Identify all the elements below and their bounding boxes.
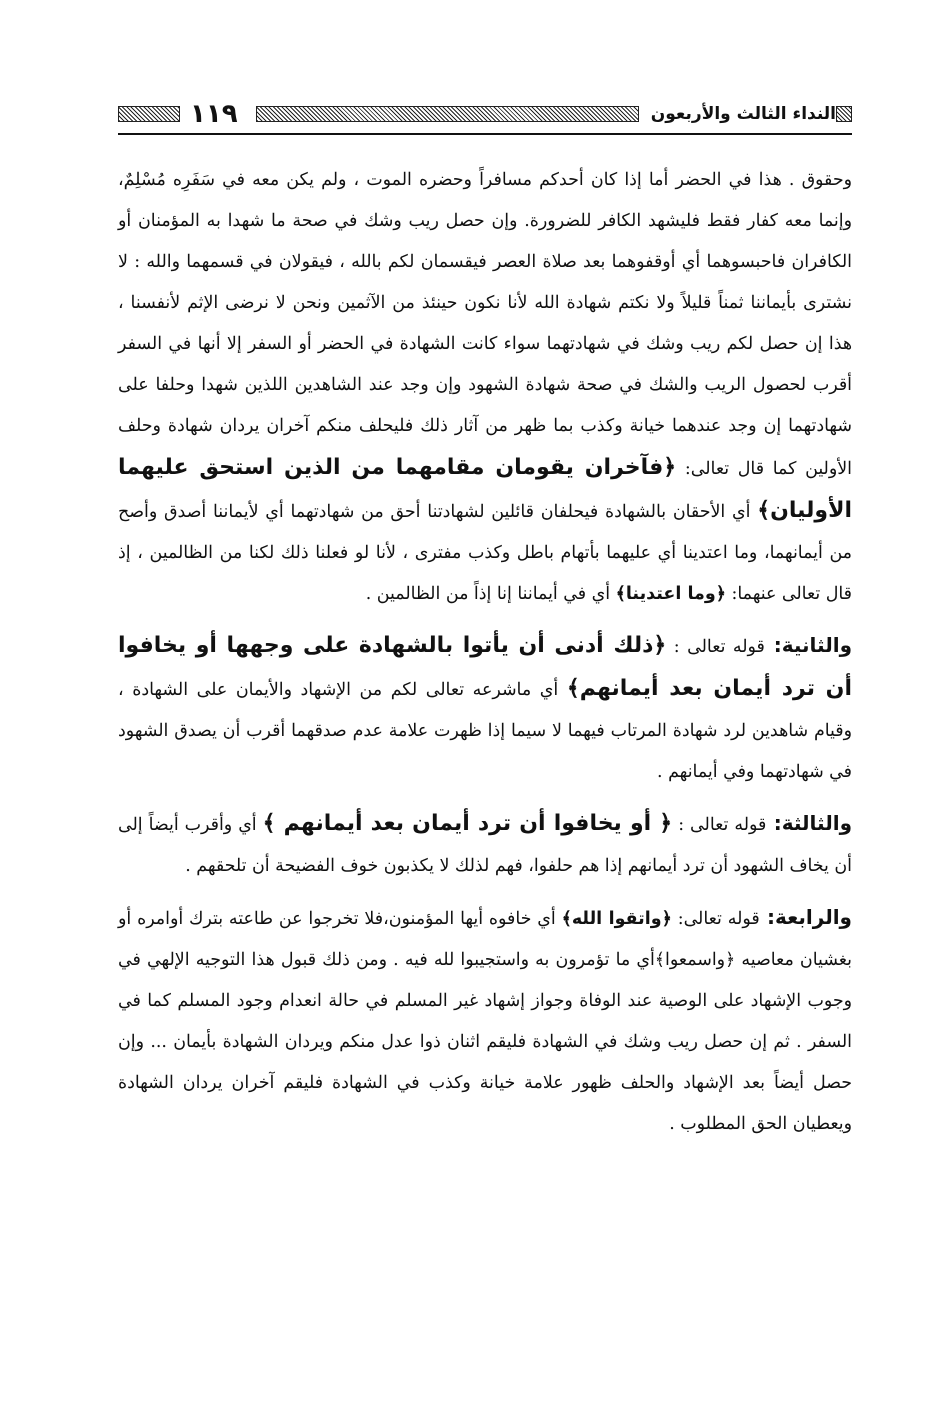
text-segment: أي وأقرب أيضاً إلى أن يخاف الشهود أن ترد أيمانهم إذا هم حلفوا، فهم لذلك لا يكذبون خوف الفضيحة أن تلحقهم . — [118, 815, 852, 876]
header-ornament-middle — [256, 106, 639, 122]
text-segment: قوله تعالى: — [671, 909, 760, 929]
text-segment: أي ما تؤمرون به واستجيبوا لله فيه . ومن ذلك قبول هذا التوجيه الإلهي في وجوب الإشهاد على الوصية عند الوفاة وجواز إشهاد غير المسلم في حالة انعدام وجود المسلم كما في السفر . ثم إن حصل ريب وشك في الشهادة فليقم اثنان ذوا عدل منكم ويردان الشهادة بأيمان ... وإن حصل أيضاً بعد الإشهاد والحلف ظهور علامة خيانة وكذب في الشهادة فليقم آخران يردان الشهادة ويعطيان الحق المطلوب . — [118, 950, 852, 1134]
page-number: ١١٩ — [190, 99, 238, 129]
quran-quote: ﴿فآخران يقومان مقامهما من الذين استحق عليهما الأوليان﴾ — [118, 455, 852, 523]
paragraph-lead: والثانية: — [764, 633, 853, 657]
text-segment: أي خافوه أيها المؤمنون،فلا تخرجوا عن طاعته بترك أوامره أو بغشيان معاصيه — [118, 909, 852, 970]
running-header — [118, 100, 852, 128]
quran-quote: ﴿ أو يخافوا أن ترد أيمان بعد أيمانهم ﴾ — [262, 811, 673, 836]
text-segment: وحقوق . هذا في الحضر أما إذا كان أحدكم مسافراً وحضره الموت ، ولم يكن معه في سَفَرِه مُسْلِمٌ، وإنما معه كفار فقط فليشهد الكافر للضرورة. وإن حصل ريب وشك في صحة ما شهدا به المؤمنان أو الكافران فاحبسوهما أي أوقفوهما بعد صلاة العصر فيقسمان لكم بالله ، فيقولان في قسمهما والله : لا نشترى بأيماننا ثمناً قليلاً ولا نكتم شهادة الله لأنا نكون حينئذ من الآثمين ونحن لا نرضى الإثم لأنفسنا ، هذا إن حصل لكم ريب وشك في شهادتهما سواء كانت الشهادة في الحضر أو السفر إلا أنها في السفر أقرب لحصول الريب والشك في صحة شهادة الشهود وإن وجد عند الشاهدين اللذين شهدا وحلفا على شهادتهما إن وجد عندهما خيانة وكذب بما ظهر من آثار ذلك فليحلف منكم آخران يردان شهادة وحلف الأولين كما قال تعالى: — [118, 170, 853, 479]
paragraph-lead: والثالثة: — [766, 811, 853, 835]
paragraph — [118, 803, 852, 887]
chapter-title: النداء الثالث والأربعون — [650, 104, 836, 124]
text-segment: قوله تعالى : — [666, 637, 765, 657]
text-segment: أي ماشرعه تعالى لكم من الإشهاد والأيمان على الشهادة ، وقيام شاهدين لرد شهادة المرتاب فيهما لا سيما إذا ظهرت علامة عدم صدقهما أقرب أن يصدق الشهود في شهادتهما وفي أيمانهم . — [118, 680, 852, 782]
quran-quote: ﴿ذلك أدنى أن يأتوا بالشهادة على وجهها أو يخافوا أن ترد أيمان بعد أيمانهم﴾ — [118, 633, 852, 701]
paragraph — [118, 625, 852, 793]
paragraph — [118, 160, 852, 615]
header-ornament-right — [836, 106, 852, 122]
header-rule — [118, 133, 852, 135]
header-ornament-left — [118, 106, 180, 122]
quran-quote: ﴿واتقوا الله﴾ — [561, 909, 672, 929]
paragraph-lead: والرابعة: — [759, 905, 852, 929]
body-text — [118, 160, 852, 1145]
quran-quote: ﴿وما اعتدينا﴾ — [615, 584, 726, 604]
paragraph — [118, 897, 852, 1145]
text-segment: قوله تعالى : — [672, 815, 767, 835]
quran-quote: ﴿واسمعوا﴾ — [654, 950, 736, 970]
text-segment: أي في أيماننا إنا إذاً من الظالمين . — [365, 584, 616, 604]
text-segment: أي الأحقان بالشهادة فيحلفان قائلين لشهادتنا أحق من شهادتهما أي لأيماننا أصدق وأصح من أيمانهما، وما اعتدينا أي عليهما بأتهام باطل وكذب مفترى ، لأنا لو فعلنا ذلك لكنا من الظالمين ، إذ قال تعالى عنهما: — [118, 502, 852, 604]
